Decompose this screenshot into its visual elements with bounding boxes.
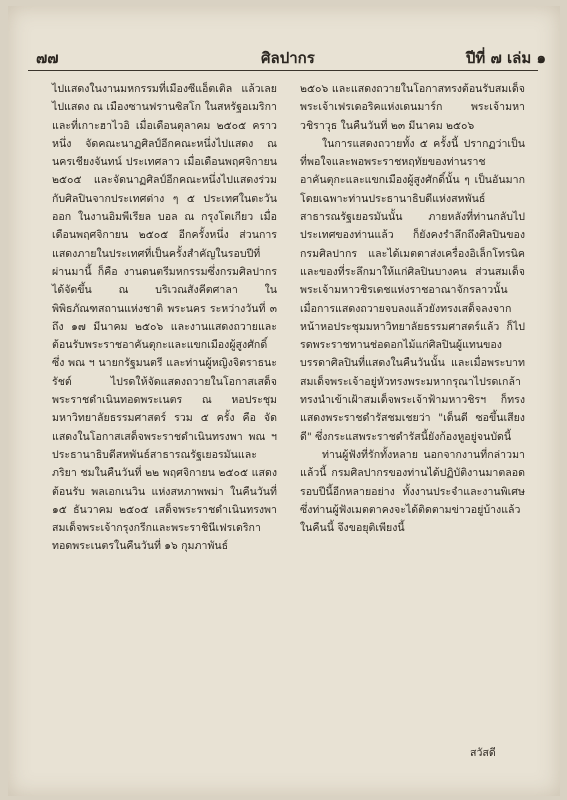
page-header: [36, 46, 546, 70]
left-column: [52, 80, 277, 556]
signoff: สวัสดี: [470, 747, 496, 759]
right-paragraph-3: ท่านผู้ฟังที่รักทั้งหลาย นอกจากงานที่กล่าวมาแล้วนี้ กรมศิลปากรของท่านได้ปฏิบัติงานมาตลอดรอบปีนี้อีกหลายอย่าง ทั้งงานประจำและงานพิเศษ ซึ่งท่านผู้ฟังเมตตาคงจะได้ติดตามข่าวอยู่บ้างแล้วในคืนนี้ จึงขอยุติเพียงนี้: [300, 448, 525, 535]
left-paragraph-1: ไปแสดงในงานมหกรรมที่เมืองซีแอ็ตเติล แล้วเลยไปแสดง ณ เมืองซานฟรานซิสโก ในสหรัฐอเมริกาและที่เกาะฮาไวอิ เมื่อเดือนตุลาคม ๒๕๐๕ คราวหนึ่ง จัดคณะนาฏศิลป์อีกคณะหนึ่งไปแสดง ณ นครเชียงจันทน์ ประเทศลาว เมื่อเดือนพฤศจิกายน ๒๕๐๕ และจัดนาฏศิลป์อีกคณะหนึ่งไปแสดงร่วมกับศิลปินจากประเทศต่าง ๆ ๕ ประเทศในตะวันออก ในงานอิมพีเรียล บอล ณ กรุงโตเกียว เมื่อเดือนพฤศจิกายน ๒๕๐๕ อีกครั้งหนึ่ง ส่วนการแสดงภายในประเทศที่เป็นครั้งสำคัญในรอบปีที่ผ่านมานี้ ก็คือ งานดนตรีมหกรรมซึ่งกรมศิลปากรได้จัดขึ้น ณ บริเวณสังคีตศาลา ในพิพิธภัณฑสถานแห่งชาติ พระนคร ระหว่างวันที่ ๓ ถึง ๑๗ มีนาคม ๒๕๐๖ และงานแสดงถวายและต้อนรับพระราชอาคันตุกะและแขกเมืองผู้สูงศักดิ์ ซึ่ง พณ ฯ นายกรัฐมนตรี และท่านผู้หญิงจิตราธนะรัชต์ ไปรดให้จัดแสดงถวายในโอกาสเสด็จพระราชดำเนินทอดพระเนตร ณ หอประชุมมหาวิทยาลัยธรรมศาสตร์ รวม ๕ ครั้ง คือ จัดแสดงในโอกาสเสด็จพระราชดำเนินทรงพา พณ ฯ ประธานาธิบดีสหพันธ์สาธารณรัฐเยอรมันและภริยา ชมในคืนวันที่ ๒๒ พฤศจิกายน ๒๕๐๕ แสดงต้อนรับ พลเอกเนวิน แห่งสหภาพพม่า ในคืนวันที่ ๑๕ ธันวาคม ๒๕๐๕ เสด็จพระราชดำเนินทรงพาสมเด็จพระเจ้ากรุงกรีกและพระราชินีเฟรเดริกาทอดพระเนตรในคืนวันที่ ๑๖ กุมภาพันธ์: [52, 83, 277, 553]
right-paragraph-2: ในการแสดงถวายทั้ง ๕ ครั้งนี้ ปรากฏว่าเป็นที่พอใจและพอพระราชหฤทัยของท่านราชอาคันตุกะและแขกเมืองผู้สูงศักดิ์นั้น ๆ เป็นอันมาก โดยเฉพาะท่านประธานาธิบดีแห่งสหพันธ์สาธารณรัฐเยอรมันนั้น ภายหลังที่ท่านกลับไปประเทศของท่านแล้ว ก็ยังคงรำลึกถึงศิลปินของกรมศิลปากร และได้เมตตาส่งเครื่องอิเล็กโทรนิคและของที่ระลึกมาให้แก่ศิลปินบางคน ส่วนสมเด็จพระเจ้ามหาวชิรเดชแห่งราชอาณาจักรลาวนั้น เมื่อการแสดงถวายจบลงแล้วยังทรงเสด็จลงจากหน้าหอประชุมมหาวิทยาลัยธรรมศาสตร์แล้ว ก็ไปรดพระราชทานช่อดอกไม้แก่ศิลปินผู้แทนของบรรดาศิลปินที่แสดงในคืนวันนั้น และเมื่อพระบาทสมเด็จพระเจ้าอยู่หัวทรงพระมหากรุณาไปรดเกล้าทรงนำเข้าเฝ้าสมเด็จพระเจ้าฟ้ามหาวชิรฯ ก็ทรงแสดงพระราชดำรัสชมเชยว่า "เด็นดี ซอขึ้นเสียงดี" ซึ่งกระแสพระราชดำรัสนี้ยังก้องหูอยู่จนบัดนี้: [300, 137, 525, 443]
header-rule: [28, 70, 538, 71]
right-paragraph-1: ๒๕๐๖ และแสดงถวายในโอกาสทรงต้อนรับสมเด็จพระเจ้าเฟรเดอริคแห่งเดนมาร์ก พระเจ้ามหาวชิราวุธ ในคืนวันที่ ๒๓ มีนาคม ๒๕๐๖: [300, 83, 525, 132]
issue-label: ปีที่ ๗ เล่ม ๑: [465, 49, 546, 67]
right-column: [300, 80, 525, 537]
journal-title: ศิลปากร: [261, 49, 315, 67]
page-number: ๗๗: [36, 49, 59, 67]
